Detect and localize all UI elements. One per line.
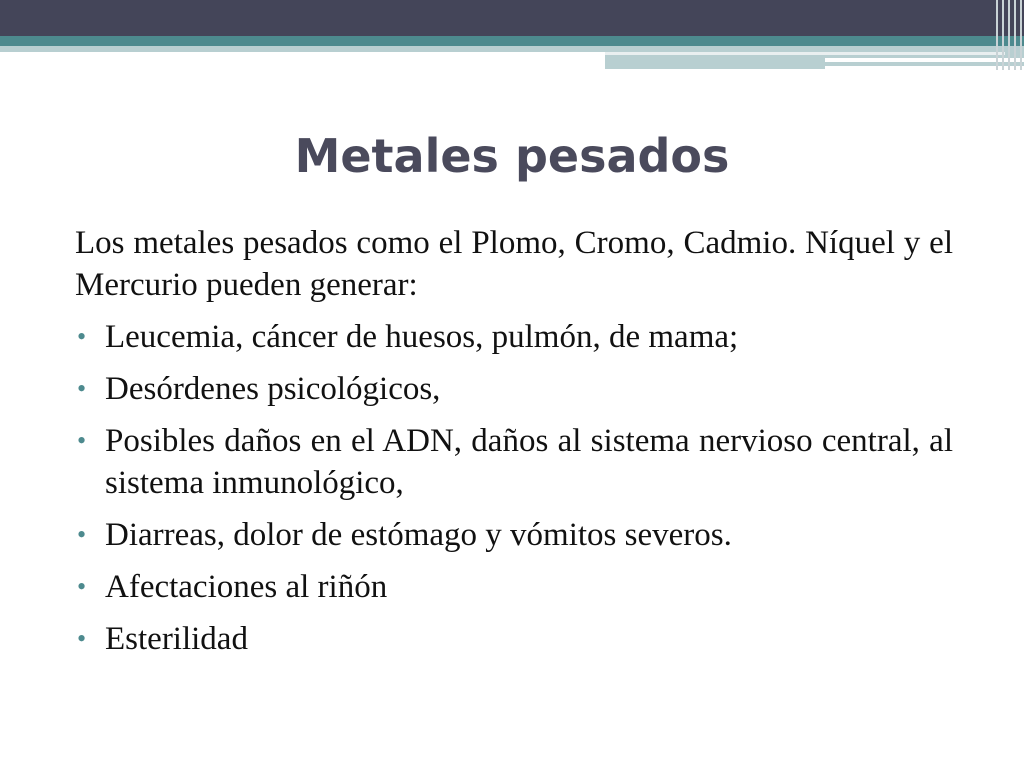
bullet-icon: • [77, 572, 87, 601]
list-item [75, 316, 953, 358]
list-item-text: Leucemia, cáncer de huesos, pulmón, de mama; [105, 319, 739, 355]
list-item [75, 618, 953, 660]
bullet-icon: • [77, 624, 87, 653]
header-accent-highlight [605, 52, 1005, 55]
list-item-text: Afectaciones al riñón [105, 569, 388, 605]
list-item-text: Diarreas, dolor de estómago y vómitos severos. [105, 517, 732, 553]
list-item-text: Posibles daños en el ADN, daños al sistema nervioso central, al sistema inmunológico, [105, 423, 953, 501]
intro-paragraph: Los metales pesados como el Plomo, Cromo, Cadmio. Níquel y el Mercurio pueden generar: [75, 225, 953, 303]
bullet-icon: • [77, 322, 87, 351]
bullet-list [75, 316, 953, 660]
list-item [75, 514, 953, 556]
bullet-icon: • [77, 520, 87, 549]
slide-body [75, 222, 953, 670]
header-dark-bar [0, 0, 1024, 36]
list-item-text: Desórdenes psicológicos, [105, 371, 441, 407]
list-item [75, 566, 953, 608]
header-vertical-stripes [992, 0, 1024, 70]
list-item-text: Esterilidad [105, 621, 248, 657]
list-item [75, 368, 953, 410]
slide-title: Metales pesados [294, 129, 730, 183]
bullet-icon: • [77, 374, 87, 403]
header-teal-bar [0, 36, 1024, 46]
header-accent-line [605, 66, 825, 69]
list-item [75, 420, 953, 504]
bullet-icon: • [77, 426, 87, 455]
